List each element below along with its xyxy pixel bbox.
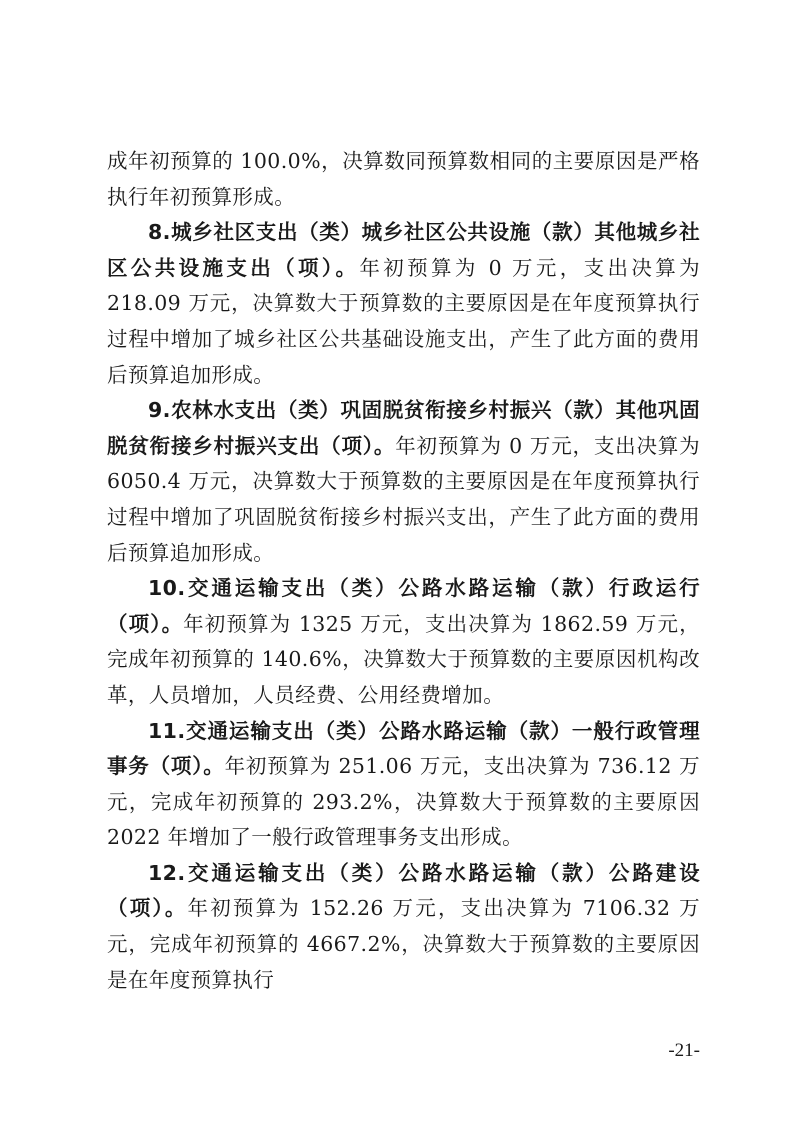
paragraph-item-8 xyxy=(107,215,700,393)
paragraph-heading: 12.交通运输支出（类）公路水路运输（款）公路建设（项）。 xyxy=(107,860,700,921)
paragraph-body: 年初预算为 0 万元，支出决算为 6050.4 万元，决算数大于预算数的主要原因是在年度预算执行过程中增加了巩固脱贫衔接乡村振兴支出，产生了此方面的费用后预算追加形成。 xyxy=(107,433,700,565)
paragraph-heading: 11.交通运输支出（类）公路水路运输（款）一般行政管理事务（项）。 xyxy=(107,718,700,779)
page-number: -21- xyxy=(668,1040,700,1061)
paragraph-body: 年初预算为 152.26 万元，支出决算为 7106.32 万元，完成年初预算的 4667.2%，决算数大于预算数的主要原因是在年度预算执行 xyxy=(107,896,700,992)
paragraph-body: 成年初预算的 100.0%，决算数同预算数相同的主要原因是严格执行年初预算形成。 xyxy=(107,149,700,209)
paragraph-body: 年初预算为 251.06 万元，支出决算为 736.12 万元，完成年初预算的 293.2%，决算数大于预算数的主要原因 2022 年增加了一般行政管理事务支出形成。 xyxy=(107,754,701,850)
paragraph-item-12 xyxy=(107,856,700,998)
paragraph-item-9 xyxy=(107,393,700,571)
document-body xyxy=(107,144,700,998)
paragraph-body: 年初预算为 1325 万元，支出决算为 1862.59 万元，完成年初预算的 140.6%，决算数大于预算数的主要原因机构改革，人员增加，人员经费、公用经费增加。 xyxy=(107,611,700,707)
paragraph-continuation xyxy=(107,144,700,215)
paragraph-heading: 9.农林水支出（类）巩固脱贫衔接乡村振兴（款）其他巩固脱贫衔接乡村振兴支出（项）。 xyxy=(107,398,700,458)
paragraph-item-11 xyxy=(107,714,700,856)
paragraph-heading: 10.交通运输支出（类）公路水路运输（款）行政运行（项）。 xyxy=(107,576,700,636)
paragraph-item-10 xyxy=(107,571,700,713)
paragraph-body: 年初预算为 0 万元，支出决算为 218.09 万元，决算数大于预算数的主要原因是在年度预算执行过程中增加了城乡社区公共基础设施支出，产生了此方面的费用后预算追加形成。 xyxy=(107,255,700,387)
paragraph-heading: 8.城乡社区支出（类）城乡社区公共设施（款）其他城乡社区公共设施支出（项）。 xyxy=(107,220,700,280)
